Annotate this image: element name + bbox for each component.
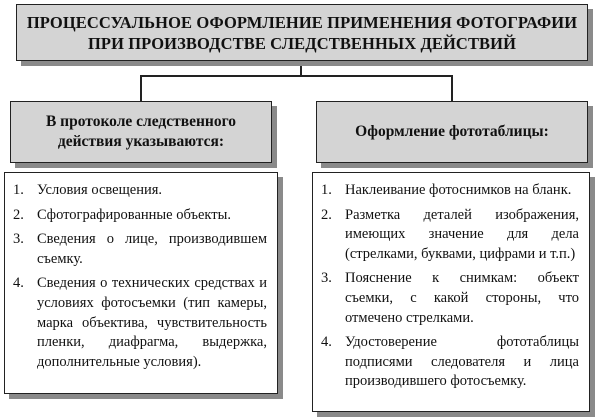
list-item	[321, 333, 579, 392]
item-text: Условия освещения.	[37, 182, 163, 198]
item-number: 1.	[321, 182, 332, 198]
right-list	[321, 181, 579, 392]
left-list	[13, 181, 267, 372]
item-number: 2.	[13, 206, 24, 223]
diagram-title	[27, 12, 577, 54]
item-number: 3.	[13, 231, 24, 248]
connector-title-down	[300, 61, 302, 75]
left-list-box	[4, 172, 278, 394]
item-number: 4.	[13, 275, 24, 292]
list-item	[13, 230, 267, 269]
left-heading-line-2: действия указываются:	[57, 133, 225, 150]
connector-to-right	[451, 75, 453, 101]
item-text: Сведения о технических средствах и условиях фотосъемки (тип камеры, марка объектива, чувствительность пленки, диафрагма, выдержка, дополнительные условия).	[37, 275, 267, 370]
item-number: 3.	[321, 270, 332, 287]
right-list-box	[312, 172, 590, 412]
list-item	[13, 181, 267, 201]
diagram-title-box	[16, 4, 588, 61]
right-heading-box	[316, 101, 588, 163]
left-heading-line-1: В протоколе следственного	[45, 113, 237, 130]
item-number: 2.	[321, 206, 332, 223]
item-text: Удостоверение фототаблицы подписями следователя и лица производившего фотосъемку.	[345, 334, 579, 390]
left-heading	[46, 112, 236, 152]
list-item	[321, 269, 579, 328]
item-text: Наклеивание фотоснимков на бланк.	[345, 182, 572, 198]
right-heading: Оформление фототаблицы:	[355, 123, 549, 140]
list-item	[321, 181, 579, 201]
item-text: Разметка деталей изображения, имеющих значение для дела (стрелками, буквами, цифрами и т.п.)	[345, 206, 579, 262]
list-item	[13, 206, 267, 226]
list-item	[321, 206, 579, 265]
item-text: Сфотографированные объекты.	[37, 206, 231, 223]
item-number: 1.	[13, 182, 24, 198]
item-number: 4.	[321, 334, 332, 351]
connector-horizontal	[140, 75, 452, 77]
left-heading-box	[10, 101, 272, 163]
title-line-1: ПРОЦЕССУАЛЬНОЕ ОФОРМЛЕНИЕ ПРИМЕНЕНИЯ ФОТОГРАФИИ	[26, 12, 578, 32]
list-item	[13, 274, 267, 372]
title-line-2: ПРИ ПРОИЗВОДСТВЕ СЛЕДСТВЕННЫХ ДЕЙСТВИЙ	[87, 33, 517, 53]
item-text: Пояснение к снимкам: объект съемки, с какой стороны, что отмечено стрелками.	[345, 270, 579, 326]
item-text: Сведения о лице, производившем съемку.	[37, 231, 267, 267]
connector-to-left	[140, 75, 142, 101]
